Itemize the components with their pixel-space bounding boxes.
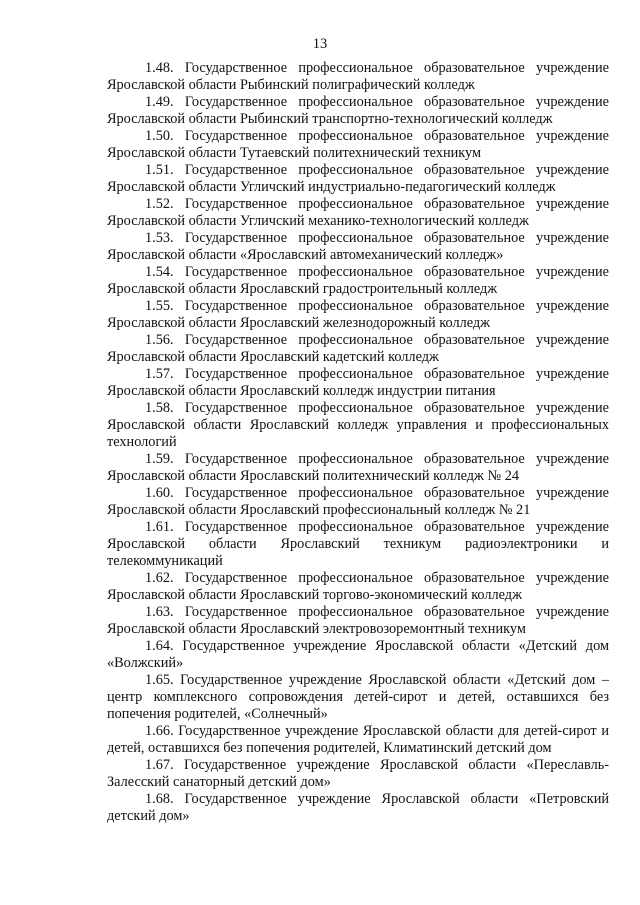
list-item: 1.48. Государственное профессиональное образовательное учреждение Ярославской области Рыбинский полиграфический колледж bbox=[107, 60, 609, 93]
list-item: 1.67. Государственное учреждение Ярославской области «Переславль-Залесский санаторный детский дом» bbox=[107, 757, 609, 790]
list-item: 1.61. Государственное профессиональное образовательное учреждение Ярославской области Ярославский техникум радиоэлектроники и телекоммуникаций bbox=[107, 519, 609, 569]
list-item: 1.54. Государственное профессиональное образовательное учреждение Ярославской области Ярославский градостроительный колледж bbox=[107, 264, 609, 297]
list-item: 1.56. Государственное профессиональное образовательное учреждение Ярославской области Ярославский кадетский колледж bbox=[107, 332, 609, 365]
list-item: 1.52. Государственное профессиональное образовательное учреждение Ярославской области Угличский механико-технологический колледж bbox=[107, 196, 609, 229]
list-item: 1.51. Государственное профессиональное образовательное учреждение Ярославской области Угличский индустриально-педагогический колледж bbox=[107, 162, 609, 195]
list-item: 1.63. Государственное профессиональное образовательное учреждение Ярославской области Ярославский электровозоремонтный техникум bbox=[107, 604, 609, 637]
list-item: 1.49. Государственное профессиональное образовательное учреждение Ярославской области Рыбинский транспортно-технологический колледж bbox=[107, 94, 609, 127]
list-item: 1.64. Государственное учреждение Ярославской области «Детский дом «Волжский» bbox=[107, 638, 609, 671]
list-item: 1.60. Государственное профессиональное образовательное учреждение Ярославской области Ярославский профессиональный колледж № 21 bbox=[107, 485, 609, 518]
list-item: 1.65. Государственное учреждение Ярославской области «Детский дом – центр комплексного сопровождения детей-сирот и детей, оставшихся без попечения родителей, «Солнечный» bbox=[107, 672, 609, 722]
list-item: 1.68. Государственное учреждение Ярославской области «Петровский детский дом» bbox=[107, 791, 609, 824]
document-body bbox=[107, 60, 609, 825]
list-item: 1.66. Государственное учреждение Ярославской области для детей-сирот и детей, оставшихся без попечения родителей, Климатинский детский дом bbox=[107, 723, 609, 756]
list-item: 1.59. Государственное профессиональное образовательное учреждение Ярославской области Ярославский политехнический колледж № 24 bbox=[107, 451, 609, 484]
list-item: 1.58. Государственное профессиональное образовательное учреждение Ярославской области Ярославский колледж управления и профессиональных технологий bbox=[107, 400, 609, 450]
page-number: 13 bbox=[312, 36, 328, 52]
list-item: 1.55. Государственное профессиональное образовательное учреждение Ярославской области Ярославский железнодорожный колледж bbox=[107, 298, 609, 331]
list-item: 1.62. Государственное профессиональное образовательное учреждение Ярославской области Ярославский торгово-экономический колледж bbox=[107, 570, 609, 603]
list-item: 1.57. Государственное профессиональное образовательное учреждение Ярославской области Ярославский колледж индустрии питания bbox=[107, 366, 609, 399]
list-item: 1.50. Государственное профессиональное образовательное учреждение Ярославской области Тутаевский политехнический техникум bbox=[107, 128, 609, 161]
list-item: 1.53. Государственное профессиональное образовательное учреждение Ярославской области «Ярославский автомеханический колледж» bbox=[107, 230, 609, 263]
